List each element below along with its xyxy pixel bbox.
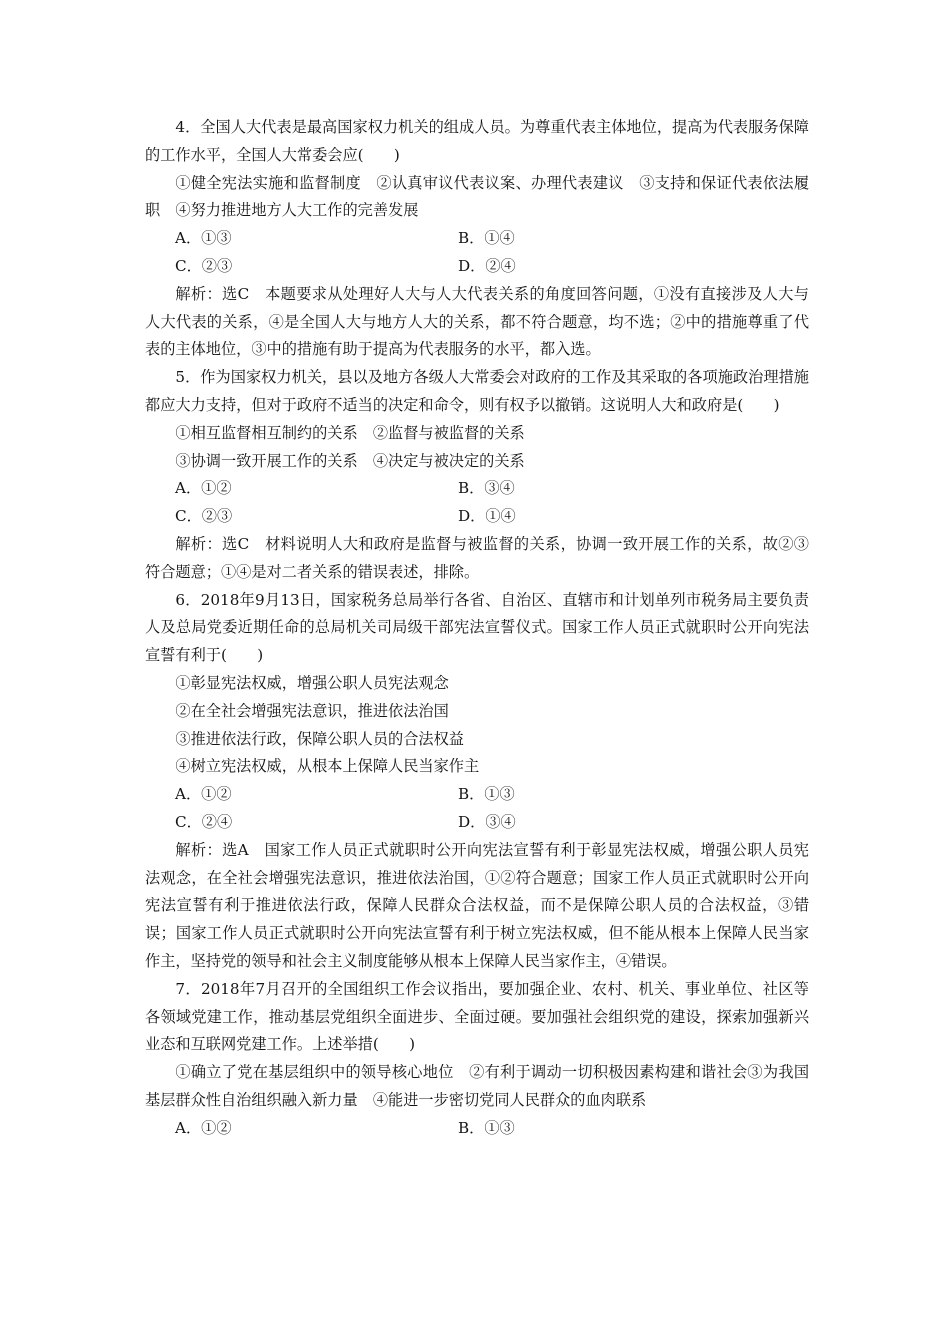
question-6-statement: ②在全社会增强宪法意识，推进依法治国 xyxy=(175,701,449,720)
option-b: B．①③ xyxy=(458,1118,515,1137)
question-4-statements: ①健全宪法实施和监督制度 ②认真审议代表议案、办理代表建议 ③支持和保证代表依法履职 ④努力推进地方人大工作的完善发展 xyxy=(145,173,809,220)
question-6-statement: ③推进依法行政，保障公职人员的合法权益 xyxy=(175,729,464,748)
question-7-statements: ①确立了党在基层组织中的领导核心地位 ②有利于调动一切积极因素构建和谐社会③为我国基层群众性自治组织融入新力量 ④能进一步密切党同人民群众的血肉联系 xyxy=(145,1063,809,1109)
question-5-options-row xyxy=(145,475,809,503)
option-c: C．②④ xyxy=(175,812,233,831)
question-4-options-row xyxy=(145,225,809,253)
question-6-options-row xyxy=(145,809,809,837)
question-4-options-row xyxy=(145,253,809,281)
question-6-stem: 6．2018年9月13日，国家税务总局举行各省、自治区、直辖市和计划单列市税务局主要负责人及总局党委近期任命的总局机关司局级干部宪法宣誓仪式。国家工作人员正式就职时公开向宪法宣誓有利于( ) xyxy=(145,590,809,665)
question-6-statement: ①彰显宪法权威，增强公职人员宪法观念 xyxy=(175,673,449,692)
option-b: B．①③ xyxy=(458,785,515,804)
option-c: C．②③ xyxy=(175,507,233,526)
option-d: D．③④ xyxy=(458,812,516,831)
question-6-analysis: 解析：选A 国家工作人员正式就职时公开向宪法宣誓有利于彰显宪法权威，增强公职人员宪法观念，在全社会增强宪法意识，推进依法治国，①②符合题意；国家工作人员正式就职时公开向宪法宣誓有利于推进依法行政，保障人民群众合法权益，而不是保障公职人员的合法权益，③错误；国家工作人员正式就职时公开向宪法宣誓有利于树立宪法权威，但不能从根本上保障人民当家作主，坚持党的领导和社会主义制度能够从根本上保障人民当家作主，④错误。 xyxy=(145,840,809,970)
option-a: A．①② xyxy=(175,785,232,804)
question-6-statement: ④树立宪法权威，从根本上保障人民当家作主 xyxy=(175,757,480,776)
question-5-statement: ①相互监督相互制约的关系 ②监督与被监督的关系 xyxy=(175,423,525,442)
question-5-statement: ③协调一致开展工作的关系 ④决定与被决定的关系 xyxy=(175,451,525,470)
question-4-stem: 4．全国人大代表是最高国家权力机关的组成人员。为尊重代表主体地位，提高为代表服务保障的工作水平，全国人大常委会应( ) xyxy=(145,118,809,164)
option-a: A．①② xyxy=(175,1118,232,1137)
option-c: C．②③ xyxy=(175,256,233,275)
document-page xyxy=(145,114,809,1142)
option-b: B．①④ xyxy=(458,229,515,248)
option-b: B．③④ xyxy=(458,479,515,498)
option-d: D．②④ xyxy=(458,256,516,275)
option-a: A．①③ xyxy=(175,229,232,248)
question-6-options-row xyxy=(145,781,809,809)
question-7-options-row xyxy=(145,1115,809,1143)
question-7-stem: 7．2018年7月召开的全国组织工作会议指出，要加强企业、农村、机关、事业单位、社区等各领域党建工作，推动基层党组织全面进步、全面过硬。要加强社会组织党的建设，探索加强新兴业态和互联网党建工作。上述举措( ) xyxy=(145,979,809,1054)
option-d: D．①④ xyxy=(458,507,516,526)
question-5-options-row xyxy=(145,503,809,531)
question-5-analysis: 解析：选C 材料说明人大和政府是监督与被监督的关系，协调一致开展工作的关系，故②③符合题意；①④是对二者关系的错误表述，排除。 xyxy=(145,534,809,581)
question-5-stem: 5．作为国家权力机关，县以及地方各级人大常委会对政府的工作及其采取的各项施政治理措施都应大力支持，但对于政府不适当的决定和命令，则有权予以撤销。这说明人大和政府是( ) xyxy=(145,368,809,414)
question-4-analysis: 解析：选C 本题要求从处理好人大与人大代表关系的角度回答问题，①没有直接涉及人大与人大代表的关系，④是全国人大与地方人大的关系，都不符合题意，均不选；②中的措施尊重了代表的主体地位，③中的措施有助于提高为代表服务的水平，都入选。 xyxy=(145,284,809,359)
option-a: A．①② xyxy=(175,479,232,498)
